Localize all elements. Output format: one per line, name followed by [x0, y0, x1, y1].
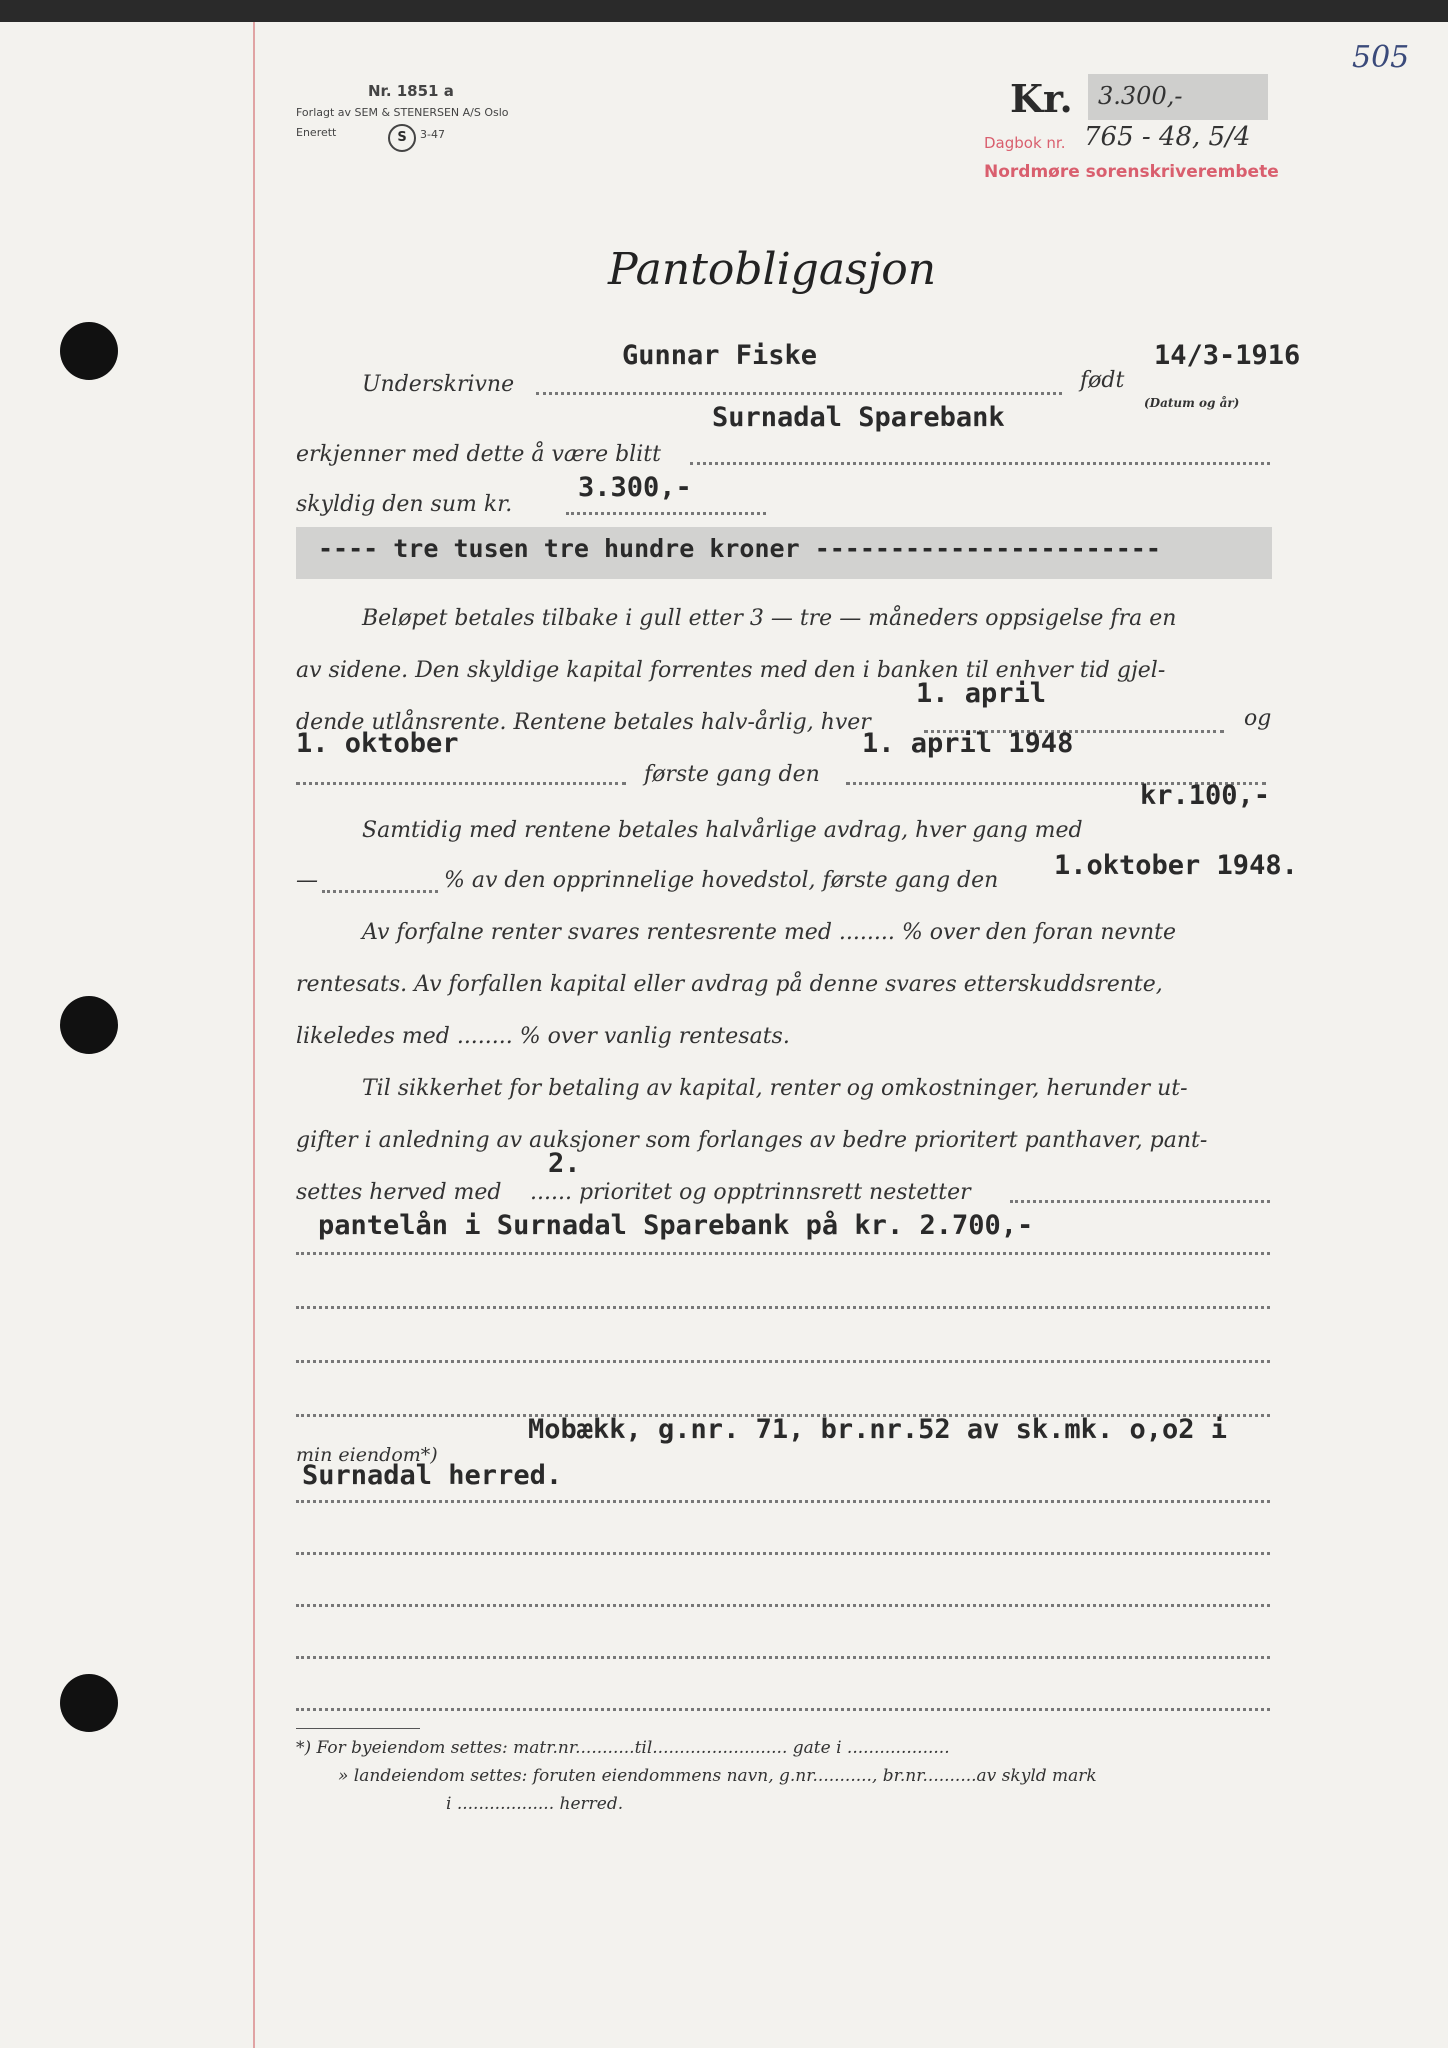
- interest-date-2: 1. oktober: [296, 728, 459, 759]
- punch-hole: [60, 996, 118, 1054]
- dotted-line: [296, 1708, 1270, 1711]
- body-line: Samtidig med rentene betales halvårlige avdrag, hver gang med: [362, 818, 1083, 843]
- dotted-line: [296, 1604, 1270, 1607]
- sum-value: 3.300,-: [578, 472, 692, 503]
- installment-value: kr.100,-: [1140, 780, 1271, 811]
- dotted-line: [296, 1306, 1270, 1309]
- stamp-office: Nordmøre sorenskriverembete: [984, 162, 1279, 182]
- body-line: Beløpet betales tilbake i gull etter 3 — tre — måneders oppsigelse fra en: [362, 606, 1177, 631]
- dotted-line: [296, 782, 626, 785]
- body-line: % av den opprinnelige hovedstol, første gang den: [444, 868, 999, 893]
- fodt-label: født: [1080, 368, 1125, 393]
- sum-in-words: ---- tre tusen tre hundre kroner -----------------------: [318, 534, 1161, 563]
- body-line: dende utlånsrente. Rentene betales halv-årlig, hver: [296, 710, 871, 735]
- skyldig-label: skyldig den sum kr.: [296, 492, 513, 517]
- enerett-label: Enerett: [296, 126, 337, 139]
- stamp-entry-handwritten: 765 - 48, 5/4: [1084, 122, 1251, 152]
- first-installment-date: 1.oktober 1948.: [1054, 850, 1298, 881]
- footnote-rule: [296, 1728, 420, 1729]
- dotted-line: [296, 1656, 1270, 1659]
- footnote-line: » landeiendom settes: foruten eiendommens navn, g.nr..........., br.nr..........av skyld mark: [338, 1766, 1097, 1786]
- dotted-line: [536, 392, 1062, 395]
- dotted-line: [322, 890, 438, 893]
- interest-date-1: 1. april: [916, 678, 1047, 709]
- property-line: Surnadal herred.: [302, 1460, 563, 1491]
- first-interest-date: 1. april 1948: [862, 728, 1074, 759]
- underskrivne-label: Underskrivne: [362, 372, 515, 397]
- dotted-line: [1010, 1200, 1270, 1203]
- document-page: [0, 22, 1448, 2048]
- datum-hint: (Datum og år): [1144, 396, 1240, 410]
- og-label: og: [1244, 706, 1272, 731]
- property-line: Mobækk, g.nr. 71, br.nr.52 av sk.mk. o,o2 i: [528, 1414, 1227, 1445]
- forste-gang-label: første gang den: [644, 762, 820, 787]
- form-number: Nr. 1851 a: [368, 82, 454, 100]
- body-line: av sidene. Den skyldige kapital forrentes med den i banken til enhver tid gjel-: [296, 658, 1166, 683]
- body-line: Av forfalne renter svares rentesrente med ........ % over den foran nevnte: [362, 920, 1177, 945]
- handwritten-page-number: 505: [1352, 40, 1410, 75]
- debtor-name: Gunnar Fiske: [622, 340, 818, 371]
- body-line: gifter i anledning av auksjoner som forlanges av bedre prioritert panthaver, pant-: [296, 1128, 1208, 1153]
- edition-label: 3-47: [420, 128, 445, 141]
- dotted-line: [690, 462, 1270, 465]
- footnote-line: *) For byeiendom settes: matr.nr...........til......................... gate i ...................: [296, 1738, 950, 1758]
- erkjenner-label: erkjenner med dette å være blitt: [296, 442, 661, 467]
- footnote-line: i .................. herred.: [446, 1794, 624, 1814]
- punch-hole: [60, 1674, 118, 1732]
- body-line: ...... prioritet og opptrinnsrett nestetter: [530, 1180, 971, 1205]
- dotted-line: [296, 1500, 1270, 1503]
- body-line: —: [296, 868, 318, 893]
- stamp-dagbok: Dagbok nr.: [984, 134, 1066, 152]
- creditor-name: Surnadal Sparebank: [712, 402, 1005, 433]
- dotted-line: [296, 1252, 1270, 1255]
- priority-value: 2.: [548, 1148, 581, 1179]
- birth-date: 14/3-1916: [1154, 340, 1301, 371]
- kr-label: Kr.: [1010, 76, 1073, 121]
- body-line: Til sikkerhet for betaling av kapital, renter og omkostninger, herunder ut-: [362, 1076, 1188, 1101]
- prior-lien: pantelån i Surnadal Sparebank på kr. 2.700,-: [318, 1210, 1034, 1241]
- min-eiendom-label: min eiendom*): [296, 1444, 438, 1466]
- kr-amount-handwritten: 3.300,-: [1098, 82, 1183, 110]
- body-line: settes herved med: [296, 1180, 502, 1205]
- publisher-line: Forlagt av SEM & STENERSEN A/S Oslo: [296, 106, 509, 119]
- punch-hole: [60, 322, 118, 380]
- publisher-logo-icon: S: [388, 124, 416, 152]
- dotted-line: [296, 1552, 1270, 1555]
- body-line: likeledes med ........ % over vanlig rentesats.: [296, 1024, 790, 1049]
- red-margin-line: [253, 22, 255, 2048]
- document-title: Pantobligasjon: [608, 244, 937, 295]
- body-line: rentesats. Av forfallen kapital eller avdrag på denne svares etterskuddsrente,: [296, 972, 1163, 997]
- dotted-line: [566, 512, 766, 515]
- dotted-line: [296, 1360, 1270, 1363]
